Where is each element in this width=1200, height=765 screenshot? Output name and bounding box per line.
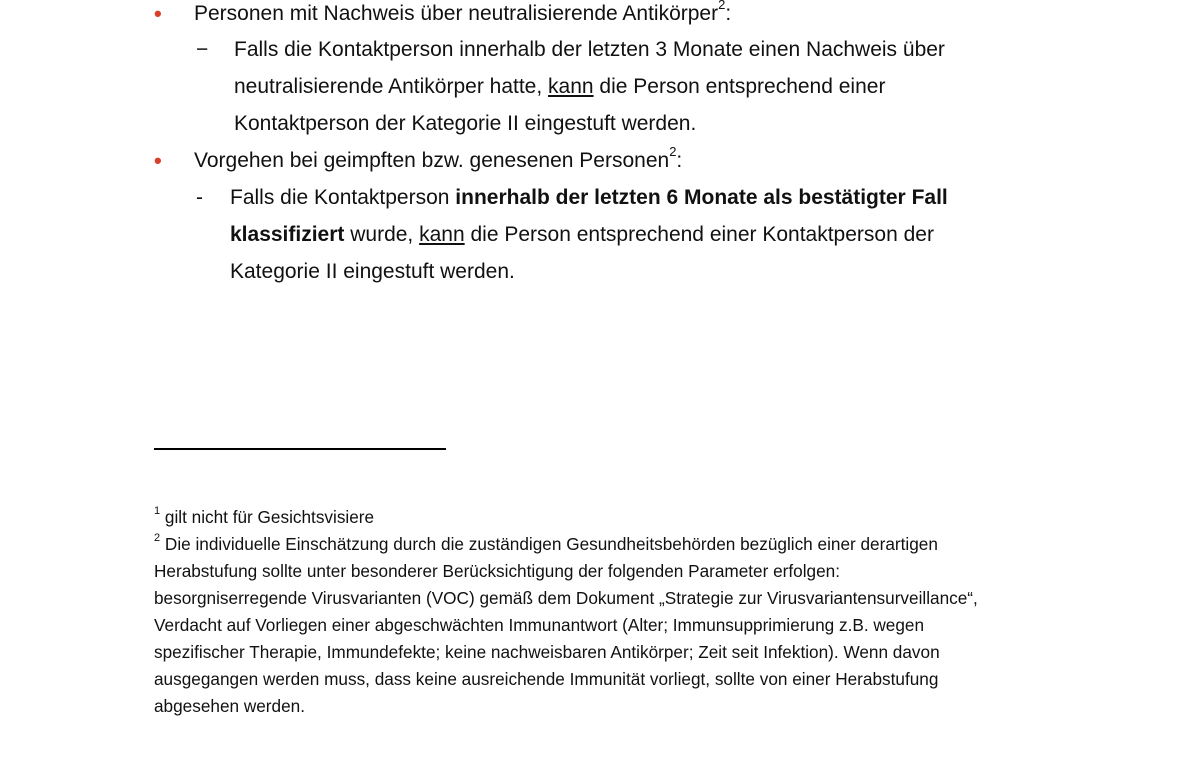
- footnote-1: $^1$ gilt nicht für Gesichtsvisiere: [154, 505, 375, 527]
- sub-item-1-line-1: Falls die Kontaktperson innerhalb der letzten 3 Monate einen Nachweis über: [234, 38, 945, 61]
- footnote-2-line-6: ausgegangen werden muss, dass keine ausreichende Immunität vorliegt, sollte von einer Herabstufung: [154, 669, 939, 689]
- bold-phrase: innerhalb der letzten 6 Monate als bestätigter Fall: [455, 186, 948, 209]
- list-item-2-lead: Vorgehen bei geimpften bzw. genesenen Personen$^2$:: [194, 144, 683, 172]
- footnote-2-line-4: Verdacht auf Vorliegen einer abgeschwächten Immunantwort (Alter; Immunsupprimierung z.B. wegen: [154, 615, 925, 635]
- bullet-marker-2: •: [154, 148, 162, 173]
- sub-item-2-line-3: Kategorie II eingestuft werden.: [230, 260, 515, 283]
- footnote-2-line-7: abgesehen werden.: [154, 696, 305, 716]
- list-item-1-lead: Personen mit Nachweis über neutralisierende Antikörper$^2$:: [194, 1, 731, 27]
- footnote-2-line-3: besorgniserregende Virusvarianten (VOC) gemäß dem Dokument „Strategie zur Virusvariantensurveillance“,: [154, 588, 978, 608]
- underlined-kann: kann: [419, 223, 465, 246]
- underlined-kann: kann: [548, 75, 594, 98]
- sub-item-2-line-1: Falls die Kontaktperson innerhalb der letzten 6 Monate als bestätigter Fall: [230, 186, 948, 209]
- footnote-2-line-1: $^2$ Die individuelle Einschätzung durch die zuständigen Gesundheitsbehörden bezüglich einer derartigen: [154, 532, 938, 554]
- footnote-separator: [154, 448, 446, 450]
- sub-marker-2: -: [196, 186, 203, 209]
- footnote-ref: 2: [669, 144, 677, 159]
- footnote-ref: 2: [718, 0, 726, 12]
- sub-item-2-line-2: klassifiziert wurde, kann die Person entsprechend einer Kontaktperson der: [230, 223, 934, 246]
- sub-item-1-line-2: neutralisierende Antikörper hatte, kann die Person entsprechend einer: [234, 75, 886, 98]
- sub-item-1-line-3: Kontaktperson der Kategorie II eingestuft werden.: [234, 112, 697, 135]
- footnote-2-line-2: Herabstufung sollte unter besonderer Berücksichtigung der folgenden Parameter erfolgen:: [154, 561, 841, 581]
- bullet-marker-1: •: [154, 1, 162, 26]
- footnote-2-line-5: spezifischer Therapie, Immundefekte; keine nachweisbaren Antikörper; Zeit seit Infektion). Wenn davon: [154, 642, 940, 662]
- sub-marker-1: −: [196, 38, 209, 61]
- bold-phrase: klassifiziert: [230, 223, 345, 246]
